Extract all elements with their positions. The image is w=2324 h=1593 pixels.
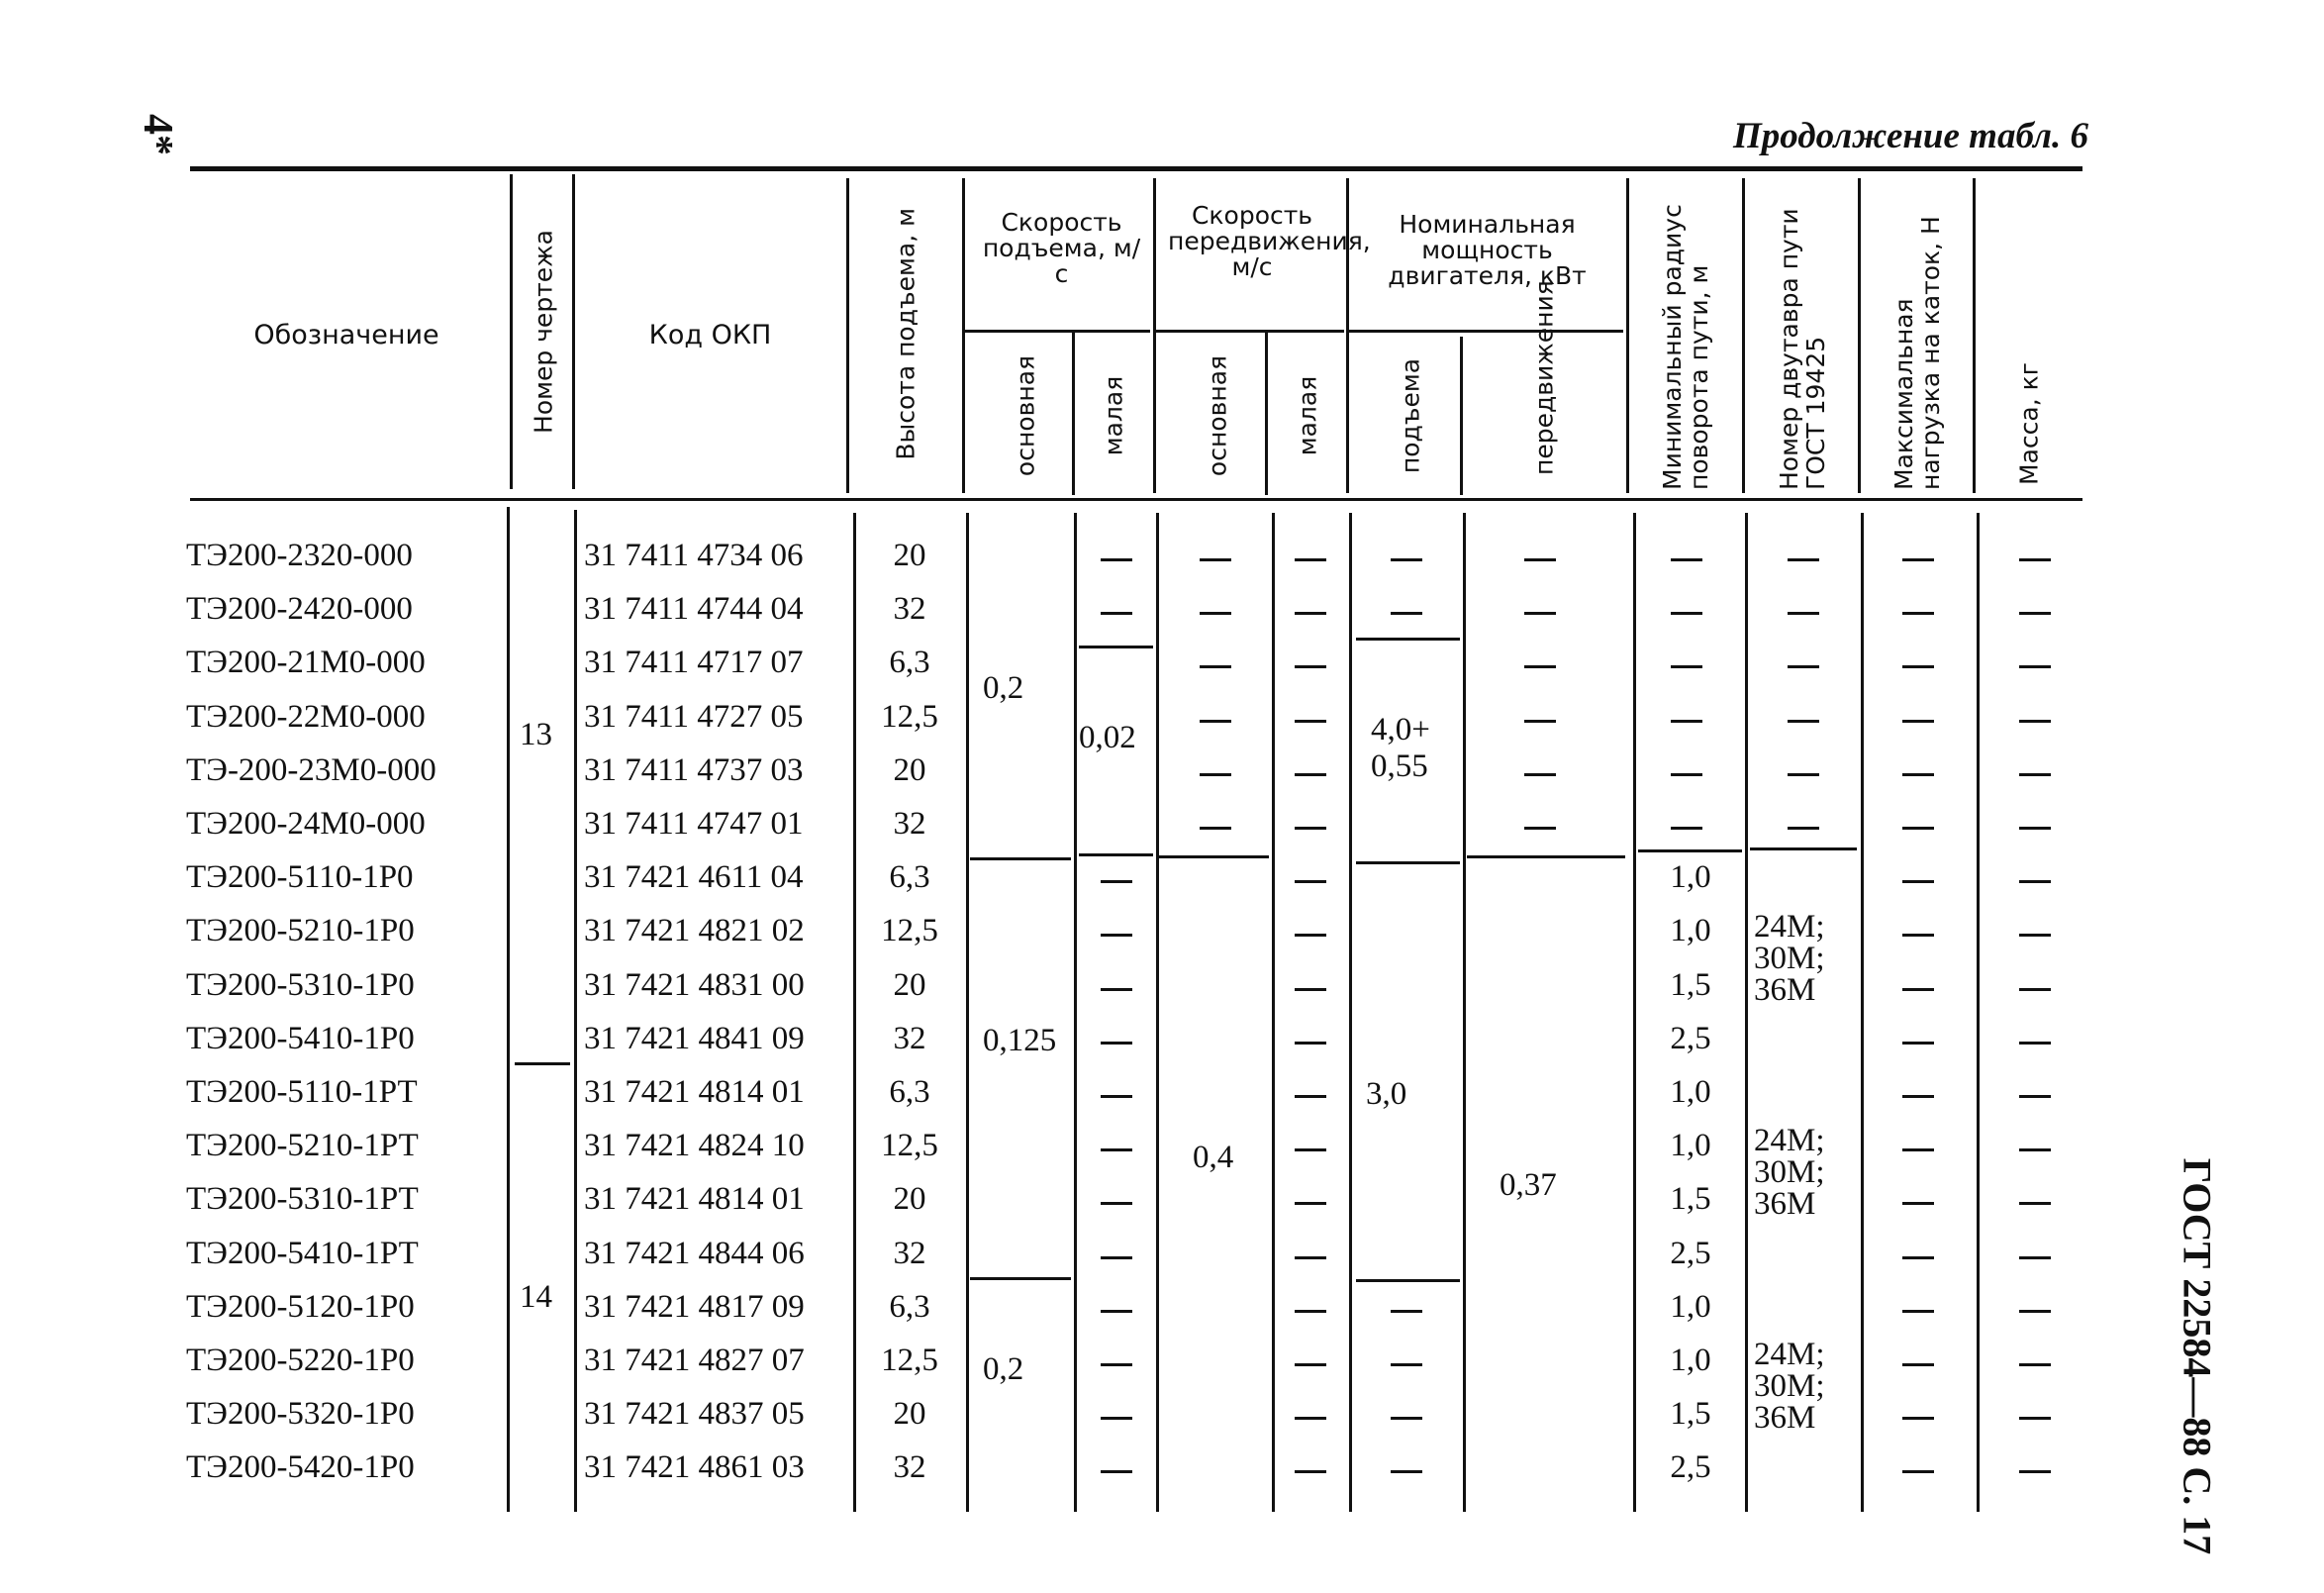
radius-dash (1671, 558, 1702, 561)
row-lift-height: 32 (893, 806, 926, 842)
row-designation: ТЭ200-5420-1Р0 (186, 1449, 415, 1485)
group-rule (970, 857, 1071, 860)
header-lift-speed-low: малая (1099, 375, 1128, 456)
max-load-dash (1902, 1095, 1934, 1098)
travel-low-dash (1295, 1202, 1326, 1205)
max-load-dash (1902, 988, 1934, 991)
max-load-dash (1902, 934, 1934, 937)
header-power: Номинальная мощность двигателя, кВт (1388, 210, 1587, 290)
row-lift-height: 20 (893, 538, 926, 573)
row-lift-height: 20 (893, 1396, 926, 1432)
lift-low-dash (1101, 1256, 1132, 1259)
table-top-rule (190, 166, 2082, 171)
header-min-radius: Минимальный радиус поворота пути, м (1657, 204, 1713, 490)
mass-dash (2019, 934, 2051, 937)
row-lift-height: 6,3 (889, 859, 930, 895)
lift-low-dash (1101, 558, 1132, 561)
row-okp-code: 31 7421 4844 06 (584, 1236, 805, 1271)
row-min-radius: 2,5 (1670, 1236, 1711, 1271)
body-divider (966, 513, 969, 1512)
body-divider (1349, 513, 1352, 1512)
row-designation: ТЭ200-24М0-000 (186, 806, 426, 842)
group-rule (1750, 847, 1857, 850)
mass-dash (2019, 1470, 2051, 1473)
group-rule (1079, 853, 1153, 856)
row-lift-height: 12,5 (881, 699, 938, 735)
travel-low-dash (1295, 1042, 1326, 1045)
travel-low-dash (1295, 880, 1326, 883)
lift-low-dash (1101, 1363, 1132, 1366)
row-designation: ТЭ200-5120-1Р0 (186, 1289, 415, 1325)
power-lift-dash (1391, 1470, 1422, 1473)
travel-low-dash (1295, 988, 1326, 991)
mass-dash (2019, 988, 2051, 991)
row-okp-code: 31 7421 4841 09 (584, 1021, 805, 1056)
row-lift-height: 6,3 (889, 1289, 930, 1325)
row-designation: ТЭ200-22М0-000 (186, 699, 426, 735)
row-designation: ТЭ200-5210-1Р0 (186, 913, 415, 948)
header-designation: Обозначение (253, 320, 439, 350)
header-max-load: Максимальная нагрузка на каток, Н (1888, 216, 1945, 490)
body-divider (1861, 513, 1864, 1512)
travel-main-value: 0,4 (1193, 1140, 1234, 1175)
travel-low-dash (1295, 1256, 1326, 1259)
ibeam-dash (1788, 558, 1819, 561)
row-okp-code: 31 7411 4737 03 (584, 752, 804, 788)
mass-dash (2019, 1095, 2051, 1098)
mass-dash (2019, 1310, 2051, 1313)
ibeam-group-b: 24М; 30М; 36М (1754, 1123, 1825, 1222)
travel-low-dash (1295, 1363, 1326, 1366)
row-okp-code: 31 7421 4824 10 (584, 1128, 805, 1163)
lift-low-dash (1101, 934, 1132, 937)
power-lift-value-1b: 0,55 (1371, 748, 1428, 784)
row-okp-code: 31 7421 4817 09 (584, 1289, 805, 1325)
row-okp-code: 31 7421 4821 02 (584, 913, 805, 948)
group-rule (1158, 855, 1269, 858)
row-lift-height: 6,3 (889, 645, 930, 680)
lift-low-dash (1101, 1310, 1132, 1313)
group-rule (1467, 855, 1625, 858)
col-divider (846, 178, 849, 493)
col-divider (510, 174, 513, 489)
header-subrule (1156, 330, 1344, 333)
body-divider (1272, 513, 1275, 1512)
row-min-radius: 1,0 (1670, 1074, 1711, 1110)
header-lift-speed: Скорость подъема, м/с (982, 208, 1141, 288)
row-designation: ТЭ200-21М0-000 (186, 645, 426, 680)
travel-low-dash (1295, 1470, 1326, 1473)
mass-dash (2019, 1202, 2051, 1205)
row-min-radius: 1,5 (1670, 967, 1711, 1003)
row-min-radius: 1,0 (1670, 913, 1711, 948)
header-power-travel: передвижения (1529, 280, 1559, 475)
mass-dash (2019, 1417, 2051, 1420)
travel-low-dash (1295, 665, 1326, 668)
row-okp-code: 31 7411 4734 06 (584, 538, 804, 573)
body-divider (853, 513, 856, 1512)
travel-main-dash (1200, 665, 1231, 668)
ibeam-dash (1788, 720, 1819, 723)
travel-low-dash (1295, 773, 1326, 776)
mass-dash (2019, 773, 2051, 776)
group-rule (1356, 861, 1460, 864)
row-okp-code: 31 7421 4814 01 (584, 1074, 805, 1110)
header-lift-height: Высота подъема, м (891, 208, 920, 460)
col-divider (1858, 178, 1861, 493)
max-load-dash (1902, 1470, 1934, 1473)
row-okp-code: 31 7421 4837 05 (584, 1396, 805, 1432)
lift-low-dash (1101, 1042, 1132, 1045)
max-load-dash (1902, 880, 1934, 883)
continuation-caption: Продолжение табл. 6 (1733, 116, 2088, 156)
header-travel-speed-low: малая (1293, 375, 1322, 456)
travel-main-dash (1200, 720, 1231, 723)
row-designation: ТЭ-200-23М0-000 (186, 752, 436, 788)
group-rule (970, 1277, 1071, 1280)
drawing-no-13: 13 (520, 717, 552, 752)
mass-dash (2019, 1148, 2051, 1151)
row-lift-height: 32 (893, 1449, 926, 1485)
power-travel-dash (1524, 665, 1556, 668)
travel-low-dash (1295, 720, 1326, 723)
max-load-dash (1902, 1256, 1934, 1259)
col-divider (1153, 178, 1156, 493)
row-lift-height: 32 (893, 591, 926, 627)
radius-dash (1671, 720, 1702, 723)
max-load-dash (1902, 612, 1934, 615)
max-load-dash (1902, 1148, 1934, 1151)
ibeam-dash (1788, 827, 1819, 830)
group-rule (1356, 1279, 1460, 1282)
lift-main-value-1: 0,2 (983, 670, 1024, 706)
col-divider (1460, 337, 1463, 495)
max-load-dash (1902, 558, 1934, 561)
row-min-radius: 2,5 (1670, 1021, 1711, 1056)
ibeam-dash (1788, 665, 1819, 668)
power-travel-value: 0,37 (1500, 1167, 1557, 1203)
row-lift-height: 12,5 (881, 1343, 938, 1378)
body-divider (1156, 513, 1159, 1512)
lift-low-dash (1101, 1095, 1132, 1098)
row-designation: ТЭ200-5220-1Р0 (186, 1343, 415, 1378)
col-divider (962, 178, 965, 493)
page-number: 4* (135, 114, 180, 155)
col-divider (1626, 178, 1629, 493)
travel-low-dash (1295, 1310, 1326, 1313)
travel-low-dash (1295, 1148, 1326, 1151)
ibeam-group-a: 24М; 30М; 36М (1754, 909, 1825, 1008)
row-min-radius: 1,5 (1670, 1396, 1711, 1432)
radius-dash (1671, 827, 1702, 830)
ibeam-dash (1788, 612, 1819, 615)
row-min-radius: 1,0 (1670, 1128, 1711, 1163)
radius-dash (1671, 665, 1702, 668)
row-lift-height: 32 (893, 1236, 926, 1271)
power-lift-dash (1391, 1310, 1422, 1313)
row-lift-height: 32 (893, 1021, 926, 1056)
col-divider (1072, 333, 1075, 495)
travel-main-dash (1200, 827, 1231, 830)
group-rule (1356, 638, 1460, 641)
power-travel-dash (1524, 773, 1556, 776)
row-okp-code: 31 7421 4827 07 (584, 1343, 805, 1378)
travel-low-dash (1295, 612, 1326, 615)
header-ibeam: Номер двутавра пути ГОСТ 19425 (1774, 208, 1830, 490)
header-subrule (962, 330, 1150, 333)
travel-low-dash (1295, 1417, 1326, 1420)
power-lift-value-1a: 4,0+ (1371, 712, 1430, 747)
row-min-radius: 2,5 (1670, 1449, 1711, 1485)
row-designation: ТЭ200-5310-1РТ (186, 1181, 419, 1217)
travel-main-dash (1200, 612, 1231, 615)
ibeam-group-c: 24М; 30М; 36М (1754, 1337, 1825, 1436)
lift-low-value-1: 0,02 (1079, 720, 1136, 755)
col-divider (1742, 178, 1745, 493)
mass-dash (2019, 827, 2051, 830)
mass-dash (2019, 665, 2051, 668)
row-lift-height: 12,5 (881, 913, 938, 948)
row-okp-code: 31 7421 4831 00 (584, 967, 805, 1003)
lift-low-dash (1101, 612, 1132, 615)
col-divider (1973, 178, 1976, 493)
travel-low-dash (1295, 558, 1326, 561)
col-divider (1265, 333, 1268, 495)
body-divider (1745, 513, 1748, 1512)
lift-main-value-3: 0,2 (983, 1351, 1024, 1387)
row-okp-code: 31 7411 4744 04 (584, 591, 804, 627)
lift-low-dash (1101, 1470, 1132, 1473)
max-load-dash (1902, 665, 1934, 668)
header-travel-speed-main: основная (1203, 354, 1232, 477)
max-load-dash (1902, 1310, 1934, 1313)
lift-low-dash (1101, 1148, 1132, 1151)
header-travel-speed: Скорость передвижения, м/с (1168, 201, 1371, 281)
header-lift-speed-main: основная (1011, 354, 1040, 477)
row-designation: ТЭ200-5210-1РТ (186, 1128, 419, 1163)
max-load-dash (1902, 1042, 1934, 1045)
power-lift-dash (1391, 558, 1422, 561)
row-okp-code: 31 7411 4727 05 (584, 699, 804, 735)
body-divider (1074, 513, 1077, 1512)
body-divider (1463, 513, 1466, 1512)
radius-dash (1671, 773, 1702, 776)
mass-dash (2019, 558, 2051, 561)
row-designation: ТЭ200-5410-1РТ (186, 1236, 419, 1271)
col-divider (1346, 178, 1349, 493)
row-designation: ТЭ200-5110-1РТ (186, 1074, 418, 1110)
lift-low-dash (1101, 1202, 1132, 1205)
power-travel-dash (1524, 612, 1556, 615)
row-min-radius: 1,0 (1670, 859, 1711, 895)
row-lift-height: 20 (893, 967, 926, 1003)
mass-dash (2019, 720, 2051, 723)
mass-dash (2019, 1363, 2051, 1366)
drawing-no-14: 14 (520, 1279, 552, 1315)
travel-low-dash (1295, 1095, 1326, 1098)
row-designation: ТЭ200-2420-000 (186, 591, 413, 627)
row-min-radius: 1,0 (1670, 1289, 1711, 1325)
group-rule (1638, 849, 1742, 852)
lift-low-dash (1101, 988, 1132, 991)
max-load-dash (1902, 827, 1934, 830)
max-load-dash (1902, 1363, 1934, 1366)
body-divider (507, 507, 510, 1512)
mass-dash (2019, 1042, 2051, 1045)
max-load-dash (1902, 1202, 1934, 1205)
row-designation: ТЭ200-5320-1Р0 (186, 1396, 415, 1432)
lift-low-dash (1101, 880, 1132, 883)
header-drawing-no: Номер чертежа (529, 230, 558, 434)
mass-dash (2019, 612, 2051, 615)
power-lift-dash (1391, 1363, 1422, 1366)
row-designation: ТЭ200-5110-1Р0 (186, 859, 414, 895)
row-okp-code: 31 7411 4717 07 (584, 645, 804, 680)
row-okp-code: 31 7421 4611 04 (584, 859, 804, 895)
max-load-dash (1902, 773, 1934, 776)
col-divider (572, 174, 575, 489)
header-subrule (1349, 330, 1623, 333)
power-travel-dash (1524, 558, 1556, 561)
body-divider (1633, 513, 1636, 1512)
side-label: ГОСТ 22584—88 С. 17 (2175, 1157, 2220, 1555)
max-load-dash (1902, 720, 1934, 723)
row-min-radius: 1,0 (1670, 1343, 1711, 1378)
travel-low-dash (1295, 934, 1326, 937)
group-rule (1079, 646, 1153, 648)
row-min-radius: 1,5 (1670, 1181, 1711, 1217)
power-lift-value-2: 3,0 (1366, 1076, 1407, 1112)
power-travel-dash (1524, 827, 1556, 830)
row-lift-height: 20 (893, 1181, 926, 1217)
lift-main-value-2: 0,125 (983, 1023, 1057, 1058)
row-okp-code: 31 7421 4861 03 (584, 1449, 805, 1485)
mass-dash (2019, 1256, 2051, 1259)
group-rule (515, 1062, 570, 1065)
row-designation: ТЭ200-2320-000 (186, 538, 413, 573)
row-lift-height: 20 (893, 752, 926, 788)
header-bottom-rule (190, 498, 2082, 501)
header-mass: Масса, кг (2014, 362, 2044, 485)
row-designation: ТЭ200-5410-1Р0 (186, 1021, 415, 1056)
power-lift-dash (1391, 1417, 1422, 1420)
ibeam-dash (1788, 773, 1819, 776)
header-power-lift: подъема (1396, 357, 1425, 474)
row-okp-code: 31 7421 4814 01 (584, 1181, 805, 1217)
lift-low-dash (1101, 1417, 1132, 1420)
row-lift-height: 12,5 (881, 1128, 938, 1163)
body-divider (574, 510, 577, 1512)
power-lift-dash (1391, 612, 1422, 615)
row-okp-code: 31 7411 4747 01 (584, 806, 804, 842)
power-travel-dash (1524, 720, 1556, 723)
radius-dash (1671, 612, 1702, 615)
body-divider (1977, 513, 1980, 1512)
row-designation: ТЭ200-5310-1Р0 (186, 967, 415, 1003)
travel-main-dash (1200, 558, 1231, 561)
row-lift-height: 6,3 (889, 1074, 930, 1110)
mass-dash (2019, 880, 2051, 883)
header-okp-code: Код ОКП (648, 320, 772, 350)
travel-main-dash (1200, 773, 1231, 776)
max-load-dash (1902, 1417, 1934, 1420)
travel-low-dash (1295, 827, 1326, 830)
